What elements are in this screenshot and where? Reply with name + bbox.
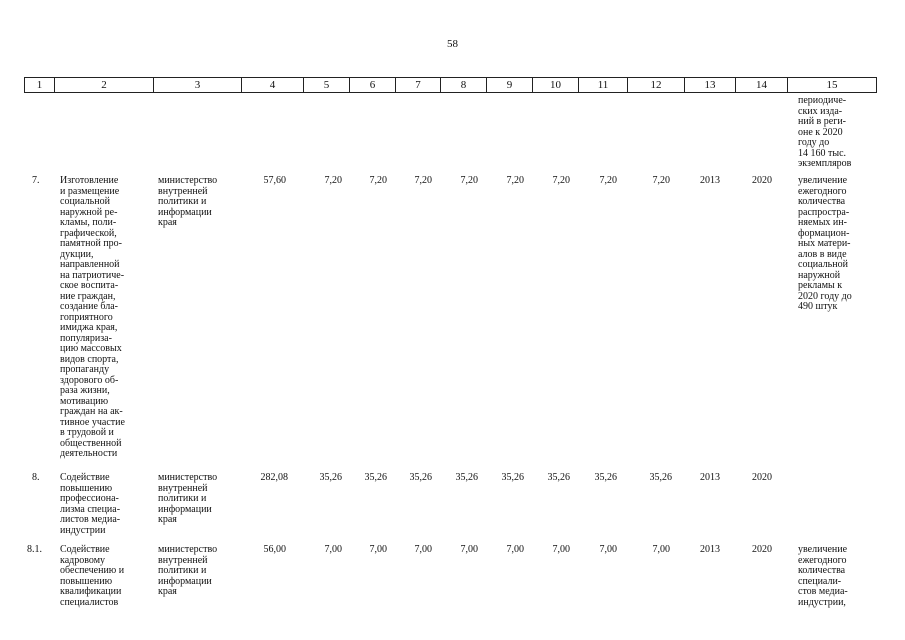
column-number: 15 [788,78,877,93]
column-number: 11 [579,78,628,93]
column-number: 13 [685,78,736,93]
total-amount: 282,08 [260,472,288,483]
end-year: 2020 [752,175,772,186]
measure-name: Содействие повышению профессиона- лизма специа- листов медиа- индустрии [60,472,121,536]
row-number: 8.1. [27,544,42,555]
year-value: 7,00 [324,544,342,555]
year-value: 35,26 [319,472,342,483]
year-value: 35,26 [501,472,524,483]
year-value: 7,20 [460,175,478,186]
column-number: 6 [350,78,396,93]
column-number: 2 [55,78,154,93]
year-value: 7,20 [369,175,387,186]
year-value: 35,26 [455,472,478,483]
row-number: 8. [32,472,40,483]
year-value: 35,26 [409,472,432,483]
year-value: 7,00 [552,544,570,555]
year-value: 7,20 [506,175,524,186]
year-value: 7,20 [599,175,617,186]
expected-result: увеличение ежегодного количества распростра- няемых ин- формацион- ных матери- алов в виде социальной наружной рекламы к 2020 году до 490 штук [798,175,852,312]
year-value: 7,20 [414,175,432,186]
executor: министерство внутренней политики и информации края [158,544,218,597]
year-value: 7,00 [506,544,524,555]
year-value: 35,26 [547,472,570,483]
measure-name: Изготовление и размещение социальной наружной ре- кламы, поли- графической, памятной про- дукции, направленной на патриотиче- ское воспита- ние граждан, создание бла- гоприятного имиджа края, популяриза- цию массовых видов спорта, пропаганду здорового об- раза жизни, мотивацию граждан на ак- тивное участие в трудовой и общественной деятельности [60,175,125,459]
year-value: 7,00 [369,544,387,555]
year-value: 35,26 [649,472,672,483]
column-number: 10 [533,78,579,93]
total-amount: 57,60 [263,175,286,186]
year-value: 7,00 [460,544,478,555]
column-number: 8 [441,78,487,93]
start-year: 2013 [700,544,720,555]
year-value: 7,20 [324,175,342,186]
start-year: 2013 [700,175,720,186]
year-value: 35,26 [594,472,617,483]
year-value: 7,00 [599,544,617,555]
column-number: 7 [396,78,441,93]
total-amount: 56,00 [263,544,286,555]
expected-result: увеличение ежегодного количества специали- стов медиа- индустрии, [798,544,848,608]
end-year: 2020 [752,544,772,555]
column-number: 1 [25,78,55,93]
column-header-row [24,77,877,93]
column-number: 9 [487,78,533,93]
start-year: 2013 [700,472,720,483]
column-number: 4 [242,78,304,93]
year-value: 35,26 [364,472,387,483]
column-number: 12 [628,78,685,93]
executor: министерство внутренней политики и информации края [158,472,218,525]
page-number: 58 [447,38,458,50]
year-value: 7,20 [652,175,670,186]
end-year: 2020 [752,472,772,483]
column-number: 3 [154,78,242,93]
measure-name: Содействие кадровому обеспечению и повышению квалификации специалистов [60,544,125,608]
year-value: 7,00 [414,544,432,555]
executor: министерство внутренней политики и информации края [158,175,218,228]
year-value: 7,20 [552,175,570,186]
carry-over-result: периодиче- ских изда- ний в реги- оне к 2020 году до 14 160 тыс. экземпляров [798,95,852,169]
column-number: 14 [736,78,788,93]
column-number: 5 [304,78,350,93]
year-value: 7,00 [652,544,670,555]
row-number: 7. [32,175,40,186]
